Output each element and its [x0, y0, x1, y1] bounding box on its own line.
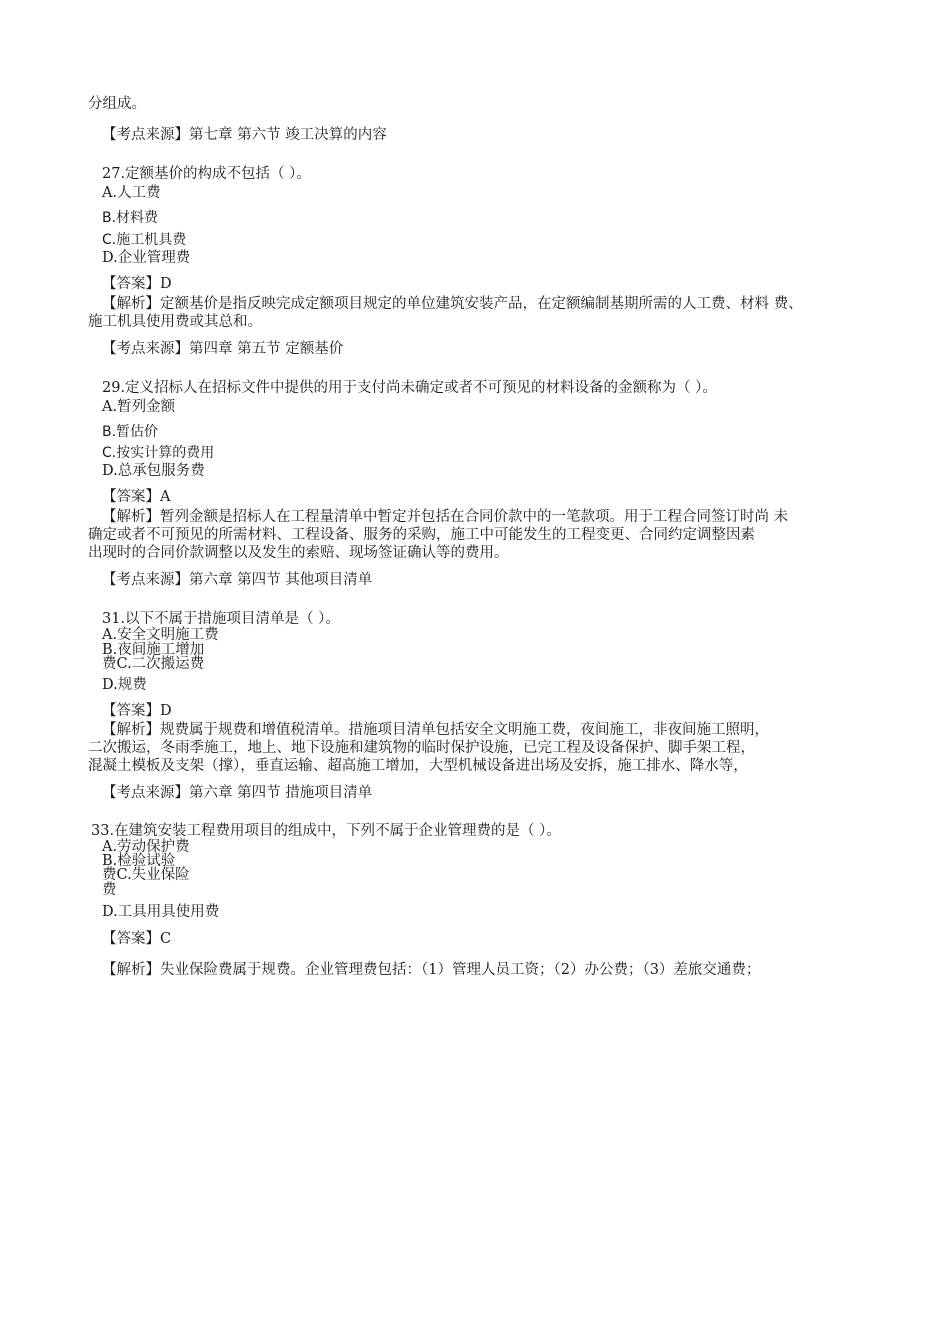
q29-analysis-line: 【解析】暂列金额是招标人在工程量清单中暂定并包括在合同价款中的一笔款项。用于工程合同签订时尚 未 — [102, 509, 789, 525]
q27-source: 【考点来源】第四章 第五节 定额基价 — [102, 341, 344, 357]
intro-tail: 分组成。 — [88, 96, 146, 112]
q29-answer: 【答案】A — [102, 489, 171, 505]
question-31: 31.以下不属于措施项目清单是（ ）。 — [102, 611, 340, 627]
q31-option-c: 费C.二次搬运费 — [102, 656, 205, 672]
q27-analysis-line: 施工机具使用费或其总和。 — [88, 314, 262, 330]
q31-analysis-line: 混凝土模板及支架（撑），垂直运输、超高施工增加，大型机械设备进出场及安拆，施工排水、降水等， — [88, 758, 748, 774]
q31-analysis-line: 二次搬运，冬雨季施工，地上、地下设施和建筑物的临时保护设施，已完工程及设备保护、脚手架工程， — [88, 740, 755, 756]
q31-option-d: D.规费 — [102, 677, 147, 693]
q27-option-a: A.人工费 — [102, 185, 161, 201]
q29-analysis-line: 确定或者不可预见的所需材料、工程设备、服务的采购，施工中可能发生的工程变更、合同约定调整因素 — [88, 527, 755, 543]
q33-analysis-line: 【解析】失业保险费属于规费。企业管理费包括：（1）管理人员工资；（2）办公费；（3）差旅交通费； — [102, 962, 761, 978]
q27-answer: 【答案】D — [102, 276, 172, 292]
q29-source: 【考点来源】第六章 第四节 其他项目清单 — [102, 572, 373, 588]
q33-option-c: 费C.失业保险 — [102, 867, 190, 883]
q31-source: 【考点来源】第六章 第四节 措施项目清单 — [102, 785, 373, 801]
q31-answer: 【答案】D — [102, 703, 172, 719]
q27-option-b: B.材料费 — [102, 210, 159, 226]
q27-analysis-line: 【解析】定额基价是指反映完成定额项目规定的单位建筑安装产品，在定额编制基期所需的人工费、材料 费、 — [102, 296, 803, 312]
q33-option-c-tail: 费 — [102, 882, 117, 898]
q29-option-b: B.暂估价 — [102, 424, 159, 440]
q33-option-a: A.劳动保护费 — [102, 839, 190, 855]
q29-option-a: A.暂列金额 — [102, 399, 176, 415]
q31-analysis-line: 【解析】规费属于规费和增值税清单。措施项目清单包括安全文明施工费，夜间施工，非夜间施工照明， — [102, 722, 769, 738]
q29-option-c: C.按实计算的费用 — [102, 445, 215, 461]
question-33: 33.在建筑安装工程费用项目的组成中，下列不属于企业管理费的是（ ）。 — [91, 823, 561, 839]
q29-analysis-line: 出现时的合同价款调整以及发生的索赔、现场签证确认等的费用。 — [88, 545, 509, 561]
question-27: 27.定额基价的构成不包括（ ）。 — [102, 166, 311, 182]
q31-option-a: A.安全文明施工费 — [102, 627, 219, 643]
q33-option-b: B.检验试验 — [102, 853, 176, 869]
source-prev: 【考点来源】第七章 第六节 竣工决算的内容 — [102, 127, 387, 143]
q29-option-d: D.总承包服务费 — [102, 463, 205, 479]
question-29: 29.定义招标人在招标文件中提供的用于支付尚未确定或者不可预见的材料设备的金额称为（ ）。 — [102, 380, 717, 396]
q31-option-b: B.夜间施工增加 — [102, 642, 205, 658]
q33-option-d: D.工具用具使用费 — [102, 904, 220, 920]
q27-option-c: C.施工机具费 — [102, 232, 187, 248]
q33-answer: 【答案】C — [102, 931, 172, 947]
q27-option-d: D.企业管理费 — [102, 250, 191, 266]
